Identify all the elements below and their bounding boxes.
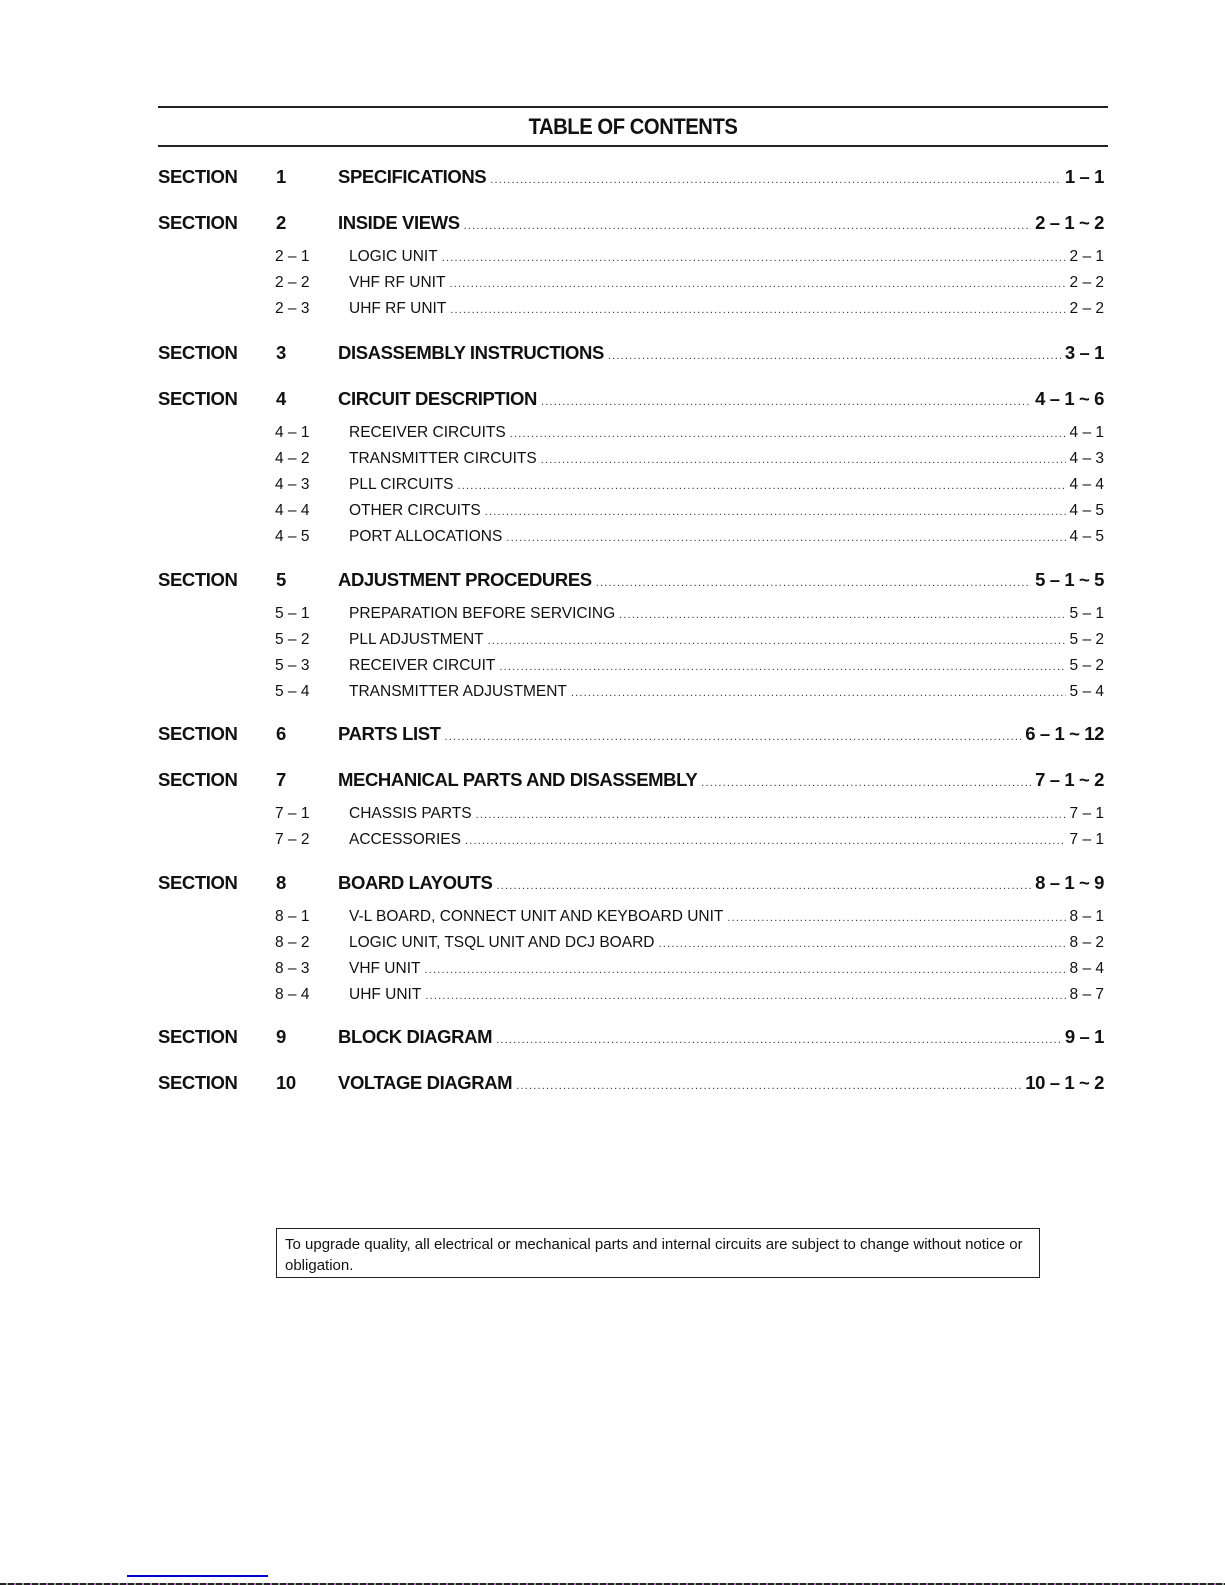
- toc-subsection-row[interactable]: [158, 248, 1104, 266]
- subsection-number: 4 – 1: [275, 424, 310, 441]
- subsection-page: 7 – 1: [1069, 805, 1104, 822]
- dot-leader: [496, 1034, 1061, 1046]
- dot-leader: [658, 938, 1065, 950]
- subsection-title: OTHER CIRCUITS: [349, 502, 481, 519]
- subsection-number: 2 – 1: [275, 248, 310, 265]
- section-page: 4 – 1 ~ 6: [1035, 388, 1104, 409]
- subsection-number: 8 – 1: [275, 908, 310, 925]
- toc-subsection-row[interactable]: [158, 450, 1104, 468]
- section-number: 5: [276, 569, 286, 590]
- section-title: PARTS LIST: [338, 723, 441, 744]
- subsection-page: 5 – 1: [1069, 605, 1104, 622]
- section-number: 6: [276, 723, 286, 744]
- subsection-title: TRANSMITTER ADJUSTMENT: [349, 683, 567, 700]
- page-title: TABLE OF CONTENTS: [528, 114, 738, 139]
- section-title: ADJUSTMENT PROCEDURES: [338, 569, 592, 590]
- subsection-number: 5 – 4: [275, 683, 310, 700]
- dot-leader: [425, 990, 1065, 1002]
- subsection-title: LOGIC UNIT: [349, 248, 438, 265]
- section-page: 10 – 1 ~ 2: [1025, 1072, 1104, 1093]
- toc-section-row[interactable]: [158, 1026, 1104, 1048]
- section-label: SECTION: [158, 1072, 238, 1093]
- dot-leader: [701, 777, 1031, 789]
- subsection-number: 8 – 2: [275, 934, 310, 951]
- subsection-title: PLL ADJUSTMENT: [349, 631, 484, 648]
- section-page: 2 – 1 ~ 2: [1035, 212, 1104, 233]
- subsection-number: 4 – 4: [275, 502, 310, 519]
- section-label: SECTION: [158, 769, 238, 790]
- toc-section-row[interactable]: [158, 388, 1104, 410]
- toc-subsection-row[interactable]: [158, 424, 1104, 442]
- subsection-title: PREPARATION BEFORE SERVICING: [349, 605, 616, 622]
- section-title: BLOCK DIAGRAM: [338, 1026, 493, 1047]
- dot-leader: [619, 609, 1065, 621]
- dot-leader: [510, 428, 1066, 440]
- section-number: 2: [276, 212, 286, 233]
- subsection-page: 8 – 1: [1069, 908, 1104, 925]
- subsection-page: 7 – 1: [1069, 831, 1104, 848]
- toc-subsection-row[interactable]: [158, 631, 1104, 649]
- toc-section-row[interactable]: [158, 1072, 1104, 1094]
- dot-leader: [608, 350, 1061, 362]
- subsection-title: VHF RF UNIT: [349, 274, 446, 291]
- dot-leader: [490, 174, 1061, 186]
- toc-subsection-row[interactable]: [158, 605, 1104, 623]
- dot-leader: [541, 454, 1066, 466]
- section-page: 8 – 1 ~ 9: [1035, 872, 1104, 893]
- toc-subsection-row[interactable]: [158, 986, 1104, 1004]
- subsection-number: 7 – 1: [275, 805, 310, 822]
- dot-leader: [516, 1080, 1021, 1092]
- section-number: 3: [276, 342, 286, 363]
- toc-section-row[interactable]: [158, 342, 1104, 364]
- subsection-number: 7 – 2: [275, 831, 310, 848]
- toc-subsection-row[interactable]: [158, 300, 1104, 318]
- dot-leader: [458, 480, 1066, 492]
- subsection-title: LOGIC UNIT, TSQL UNIT AND DCJ BOARD: [349, 934, 655, 951]
- section-page: 1 – 1: [1064, 166, 1104, 187]
- dot-leader: [442, 252, 1066, 264]
- toc-subsection-row[interactable]: [158, 934, 1104, 952]
- section-number: 1: [276, 166, 286, 187]
- section-label: SECTION: [158, 569, 238, 590]
- toc-section-row[interactable]: [158, 166, 1104, 188]
- subsection-title: VHF UNIT: [349, 960, 421, 977]
- subsection-number: 8 – 4: [275, 986, 310, 1003]
- subsection-page: 4 – 5: [1069, 502, 1104, 519]
- subsection-page: 2 – 1: [1069, 248, 1104, 265]
- section-number: 8: [276, 872, 286, 893]
- section-title: SPECIFICATIONS: [338, 166, 487, 187]
- section-number: 4: [276, 388, 286, 409]
- subsection-number: 4 – 2: [275, 450, 310, 467]
- subsection-page: 5 – 2: [1069, 631, 1104, 648]
- subsection-title: ACCESSORIES: [349, 831, 461, 848]
- link-underline[interactable]: [127, 1575, 268, 1577]
- subsection-number: 5 – 2: [275, 631, 310, 648]
- dot-leader: [499, 661, 1065, 673]
- subsection-title: UHF RF UNIT: [349, 300, 447, 317]
- subsection-page: 2 – 2: [1069, 300, 1104, 317]
- dot-leader: [464, 220, 1031, 232]
- section-title: INSIDE VIEWS: [338, 212, 460, 233]
- subsection-title: RECEIVER CIRCUITS: [349, 424, 506, 441]
- dot-leader: [541, 396, 1031, 408]
- subsection-title: CHASSIS PARTS: [349, 805, 472, 822]
- toc-section-row[interactable]: [158, 872, 1104, 894]
- dot-leader: [571, 687, 1066, 699]
- dot-leader: [465, 835, 1066, 847]
- subsection-page: 4 – 4: [1069, 476, 1104, 493]
- dot-leader: [445, 731, 1022, 743]
- subsection-number: 4 – 3: [275, 476, 310, 493]
- subsection-title: PLL CIRCUITS: [349, 476, 454, 493]
- section-label: SECTION: [158, 342, 238, 363]
- section-title: BOARD LAYOUTS: [338, 872, 493, 893]
- subsection-page: 4 – 3: [1069, 450, 1104, 467]
- toc-subsection-row[interactable]: [158, 502, 1104, 520]
- toc-subsection-row[interactable]: [158, 831, 1104, 849]
- section-label: SECTION: [158, 1026, 238, 1047]
- section-label: SECTION: [158, 212, 238, 233]
- subsection-page: 8 – 2: [1069, 934, 1104, 951]
- section-label: SECTION: [158, 166, 238, 187]
- subsection-number: 5 – 3: [275, 657, 310, 674]
- subsection-page: 8 – 4: [1069, 960, 1104, 977]
- toc-section-row[interactable]: [158, 769, 1104, 791]
- subsection-number: 5 – 1: [275, 605, 310, 622]
- dot-leader: [496, 880, 1031, 892]
- subsection-number: 2 – 2: [275, 274, 310, 291]
- section-page: 5 – 1 ~ 5: [1035, 569, 1104, 590]
- notice-box: To upgrade quality, all electrical or mechanical parts and internal circuits are subject to change without notice or obligation.: [276, 1228, 1040, 1278]
- section-label: SECTION: [158, 388, 238, 409]
- section-page: 3 – 1: [1064, 342, 1104, 363]
- toc-section-row[interactable]: [158, 212, 1104, 234]
- toc-subsection-row[interactable]: [158, 960, 1104, 978]
- section-number: 9: [276, 1026, 286, 1047]
- section-title: CIRCUIT DESCRIPTION: [338, 388, 537, 409]
- toc-subsection-row[interactable]: [158, 528, 1104, 546]
- subsection-page: 2 – 2: [1069, 274, 1104, 291]
- toc-subsection-row[interactable]: [158, 274, 1104, 292]
- section-label: SECTION: [158, 723, 238, 744]
- subsection-page: 8 – 7: [1069, 986, 1104, 1003]
- subsection-page: 5 – 4: [1069, 683, 1104, 700]
- section-number: 7: [276, 769, 286, 790]
- subsection-number: 2 – 3: [275, 300, 310, 317]
- dot-leader: [596, 577, 1031, 589]
- subsection-page: 4 – 1: [1069, 424, 1104, 441]
- subsection-title: UHF UNIT: [349, 986, 422, 1003]
- toc-subsection-row[interactable]: [158, 476, 1104, 494]
- subsection-page: 4 – 5: [1069, 528, 1104, 545]
- subsection-title: V-L BOARD, CONNECT UNIT AND KEYBOARD UNIT: [349, 908, 724, 925]
- subsection-page: 5 – 2: [1069, 657, 1104, 674]
- dot-leader: [485, 506, 1066, 518]
- section-page: 9 – 1: [1064, 1026, 1104, 1047]
- dot-leader: [424, 964, 1065, 976]
- toc-subsection-row[interactable]: [158, 683, 1104, 701]
- dot-leader: [476, 809, 1066, 821]
- toc-subsection-row[interactable]: [158, 908, 1104, 926]
- subsection-number: 4 – 5: [275, 528, 310, 545]
- section-page: 7 – 1 ~ 2: [1035, 769, 1104, 790]
- subsection-title: PORT ALLOCATIONS: [349, 528, 503, 545]
- toc-section-row[interactable]: [158, 569, 1104, 591]
- section-number: 10: [276, 1072, 296, 1093]
- subsection-title: TRANSMITTER CIRCUITS: [349, 450, 537, 467]
- dot-leader: [488, 635, 1066, 647]
- section-page: 6 – 1 ~ 12: [1025, 723, 1104, 744]
- section-label: SECTION: [158, 872, 238, 893]
- dot-leader: [727, 912, 1065, 924]
- toc-subsection-row[interactable]: [158, 657, 1104, 675]
- section-title: VOLTAGE DIAGRAM: [338, 1072, 513, 1093]
- toc-subsection-row[interactable]: [158, 805, 1104, 823]
- dot-leader: [506, 532, 1065, 544]
- section-title: MECHANICAL PARTS AND DISASSEMBLY: [338, 769, 698, 790]
- dot-leader: [450, 304, 1065, 316]
- toc-section-row[interactable]: [158, 723, 1104, 745]
- subsection-number: 8 – 3: [275, 960, 310, 977]
- title-bottom-rule: [158, 145, 1108, 147]
- section-title: DISASSEMBLY INSTRUCTIONS: [338, 342, 604, 363]
- subsection-title: RECEIVER CIRCUIT: [349, 657, 496, 674]
- top-rule: [158, 106, 1108, 108]
- dot-leader: [449, 278, 1065, 290]
